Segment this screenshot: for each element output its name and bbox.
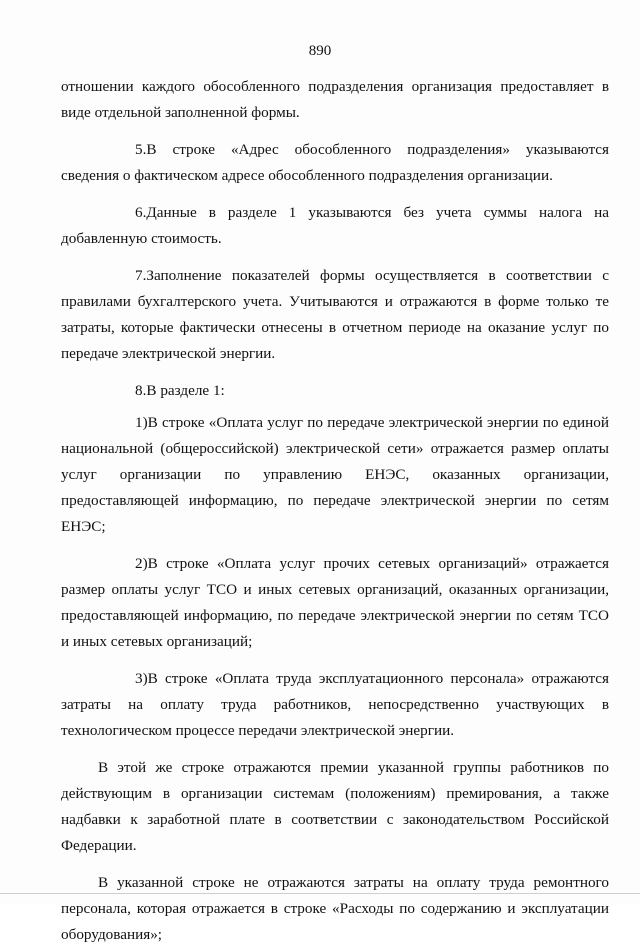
item-number: 8. — [135, 382, 147, 399]
paragraph-item-5 — [61, 137, 609, 189]
paragraph-text: В указанной строке не отражаются затраты на оплату труда ремонтного персонала, которая отражается в строке «Расходы по содержанию и эксплуатации оборудования»; — [61, 874, 609, 943]
paragraph-subitem-3 — [61, 666, 609, 744]
page-bottom-edge — [0, 893, 640, 894]
paragraph-item-8 — [61, 378, 609, 404]
item-number: 1) — [135, 414, 148, 431]
paragraph-item-6 — [61, 200, 609, 252]
paragraph-text: Данные в разделе 1 указываются без учета суммы налога на добавленную стоимость. — [61, 204, 609, 247]
page-number: 890 — [308, 43, 332, 59]
item-number: 6. — [135, 204, 147, 221]
item-number: 5. — [135, 141, 147, 158]
item-number: 3) — [135, 670, 148, 687]
item-number: 7. — [135, 267, 147, 284]
paragraph-text: Заполнение показателей формы осуществляется в соответствии с правилами бухгалтерского учета. Учитываются и отражаются в форме только те затраты, которые фактически отнесены в отчетном периоде на оказание услуг по передаче электрической энергии. — [61, 267, 609, 362]
paragraph-item-7 — [61, 263, 609, 367]
paragraph-text: отношении каждого обособленного подразделения организация предоставляет в виде отдельной заполненной формы. — [61, 78, 609, 121]
paragraph-text: В строке «Адрес обособленного подразделения» указываются сведения о фактическом адресе обособленного подразделения организации. — [61, 141, 609, 184]
paragraph-text: В строке «Оплата услуг прочих сетевых организаций» отражается размер оплаты услуг ТСО и иных сетевых организаций, оказанных организации, предоставляющей информацию, по передаче электрической энергии по сетям ТСО и иных сетевых организаций; — [61, 555, 609, 650]
paragraph-premiums — [61, 755, 609, 859]
paragraph-text: В строке «Оплата услуг по передаче электрической энергии по единой национальной (общероссийской) электрической сети» отражается размер оплаты услуг организации по управлению ЕНЭС, оказанных организации, предоставляющей информацию, по передаче электрической энергии по сетям ЕНЭС; — [61, 414, 609, 535]
item-number: 2) — [135, 555, 148, 572]
paragraph-subitem-1 — [61, 410, 609, 540]
paragraph-text: В строке «Оплата труда эксплуатационного персонала» отражаются затраты на оплату труда работников, непосредственно участвующих в технологическом процессе передачи электрической энергии. — [61, 670, 609, 739]
paragraph-subitem-2 — [61, 551, 609, 655]
paragraph-text: В разделе 1: — [146, 382, 225, 399]
paragraph-exclusions — [61, 870, 609, 948]
paragraph-continuation — [61, 74, 609, 126]
paragraph-text: В этой же строке отражаются премии указанной группы работников по действующим в организации системам (положениям) премирования, а также надбавки к заработной плате в соответствии с законодательством Российской Федерации. — [61, 759, 609, 854]
document-body — [61, 74, 609, 948]
